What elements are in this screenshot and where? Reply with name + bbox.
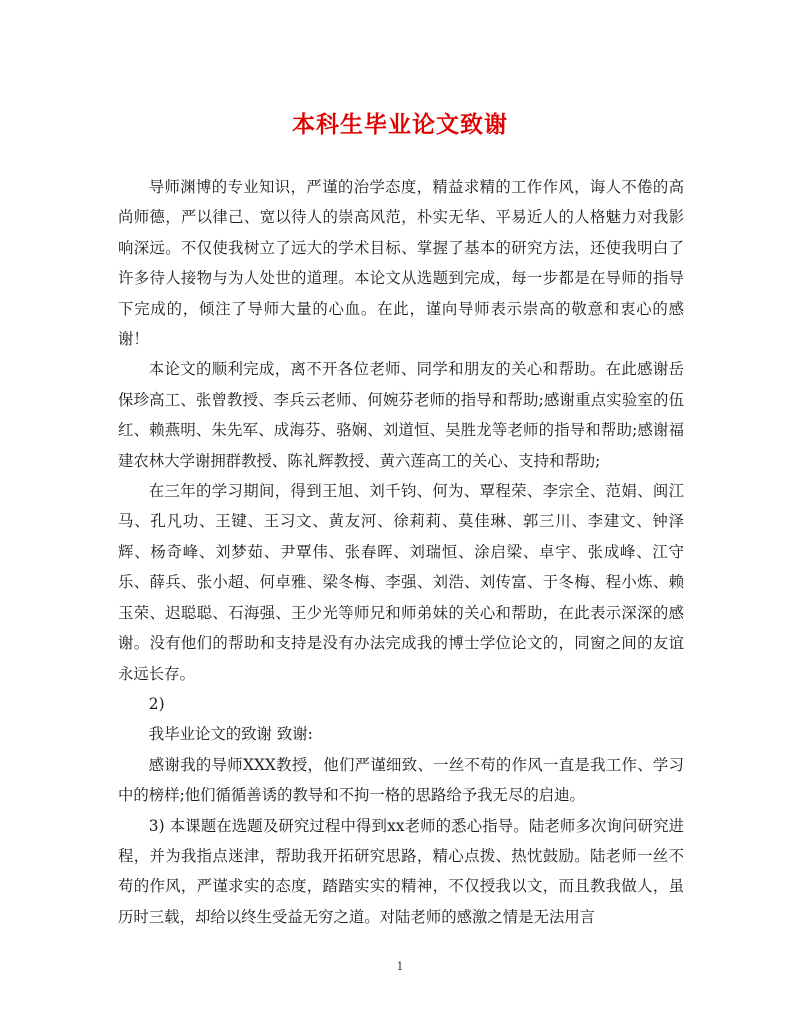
page-number: 1 <box>396 960 404 973</box>
paragraph-teachers-thanks: 本论文的顺利完成，离不开各位老师、同学和朋友的关心和帮助。在此感谢岳保珍高工、张曾教授、李兵云老师、何婉芬老师的指导和帮助;感谢重点实验室的伍红、赖燕明、朱先军、成海芬、骆娴、刘道恒、吴胜龙等老师的指导和帮助;感谢福建农林大学谢拥群教授、陈礼辉教授、黄六莲高工的关心、支持和帮助; <box>118 360 684 470</box>
paragraph-advisor-thanks: 导师渊博的专业知识，严谨的治学态度，精益求精的工作作风，诲人不倦的高尚师德，严以律己、宽以待人的崇高风范，朴实无华、平易近人的人格魅力对我影响深远。不仅使我树立了远大的学术目标、掌握了基本的研究方法，还使我明白了许多待人接物与为人处世的道理。本论文从选题到完成，每一步都是在导师的指导下完成的，倾注了导师大量的心血。在此，谨向导师表示崇高的敬意和衷心的感谢！ <box>118 178 684 349</box>
paragraph-research-guidance: 3) 本课题在选题及研究过程中得到xx老师的悉心指导。陆老师多次询问研究进程，并为我指点迷津，帮助我开拓研究思路，精心点拨、热忱鼓励。陆老师一丝不苟的作风，严谨求实的态度，踏踏实实的精神，不仅授我以文，而且教我做人，虽历时三载，却给以终生受益无穷之道。对陆老师的感激之情是无法用言 <box>118 816 684 926</box>
document-title: 本科生毕业论文致谢 <box>292 112 508 138</box>
section-heading: 我毕业论文的致谢 致谢: <box>148 725 313 744</box>
paragraph-supervisor-thanks: 感谢我的导师XXX教授，他们严谨细致、一丝不苟的作风一直是我工作、学习中的榜样;他们循循善诱的教导和不拘一格的思路给予我无尽的启迪。 <box>118 755 684 805</box>
paragraph-classmates-thanks: 在三年的学习期间，得到王旭、刘千钧、何为、覃程荣、李宗全、范娟、闽江马、孔凡功、王键、王习文、黄友河、徐莉莉、莫佳琳、郭三川、李建文、钟泽辉、杨奇峰、刘梦茹、尹覃伟、张春晖、刘瑞恒、涂启梁、卓宇、张成峰、江守乐、薛兵、张小超、何卓雅、梁冬梅、李强、刘浩、刘传富、于冬梅、程小炼、赖玉荣、迟聪聪、石海强、王少光等师兄和师弟妹的关心和帮助，在此表示深深的感谢。没有他们的帮助和支持是没有办法完成我的博士学位论文的，同窗之间的友谊永远长存。 <box>118 482 684 683</box>
section-marker-2: 2) <box>148 694 165 713</box>
document-body <box>118 172 684 932</box>
